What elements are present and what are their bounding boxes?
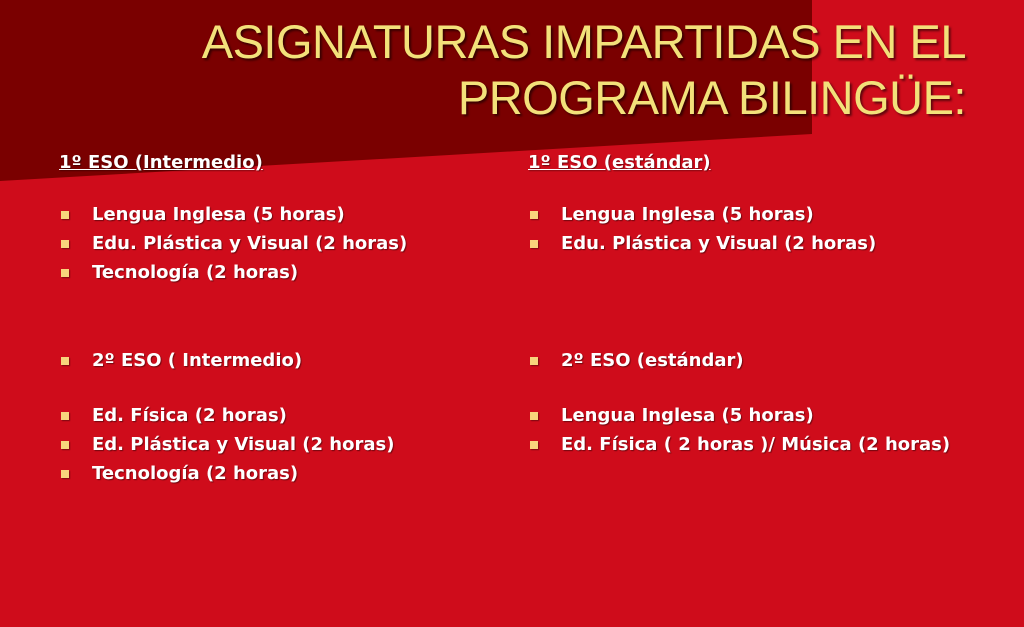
subject-list (59, 200, 407, 287)
left-top-section (59, 152, 407, 287)
square-bullet-icon (530, 441, 538, 449)
list-item: Lengua Inglesa (5 horas) (528, 401, 950, 430)
square-bullet-icon (530, 412, 538, 420)
list-item: Tecnología (2 horas) (59, 459, 394, 488)
square-bullet-icon (61, 357, 69, 365)
square-bullet-icon (61, 240, 69, 248)
list-item: Tecnología (2 horas) (59, 258, 407, 287)
list-item: Edu. Plástica y Visual (2 horas) (59, 229, 407, 258)
square-bullet-icon (530, 357, 538, 365)
square-bullet-icon (530, 240, 538, 248)
title-line-1: ASIGNATURAS IMPARTIDAS EN EL (201, 15, 966, 68)
list-item: Lengua Inglesa (5 horas) (528, 200, 876, 229)
right-bottom-section (528, 346, 950, 459)
subject-list (528, 346, 950, 375)
section-heading: 1º ESO (estándar) (528, 152, 711, 173)
subject-list (59, 346, 394, 375)
list-item-heading: 2º ESO ( Intermedio) (59, 346, 394, 375)
title-line-2: PROGRAMA BILINGÜE: (457, 71, 966, 124)
square-bullet-icon (530, 211, 538, 219)
section-heading: 1º ESO (Intermedio) (59, 152, 263, 173)
list-item: Edu. Plástica y Visual (2 horas) (528, 229, 876, 258)
square-bullet-icon (61, 211, 69, 219)
list-item: Ed. Física (2 horas) (59, 401, 394, 430)
right-top-section (528, 152, 876, 258)
left-bottom-section (59, 346, 394, 488)
list-item: Ed. Física ( 2 horas )/ Música (2 horas) (528, 430, 950, 459)
square-bullet-icon (61, 441, 69, 449)
square-bullet-icon (61, 412, 69, 420)
square-bullet-icon (61, 269, 69, 277)
list-item: Ed. Plástica y Visual (2 horas) (59, 430, 394, 459)
subject-list (528, 401, 950, 459)
subject-list (59, 401, 394, 488)
square-bullet-icon (61, 470, 69, 478)
subject-list (528, 200, 876, 258)
list-item: Lengua Inglesa (5 horas) (59, 200, 407, 229)
slide-title (146, 14, 966, 126)
list-item-heading: 2º ESO (estándar) (528, 346, 950, 375)
